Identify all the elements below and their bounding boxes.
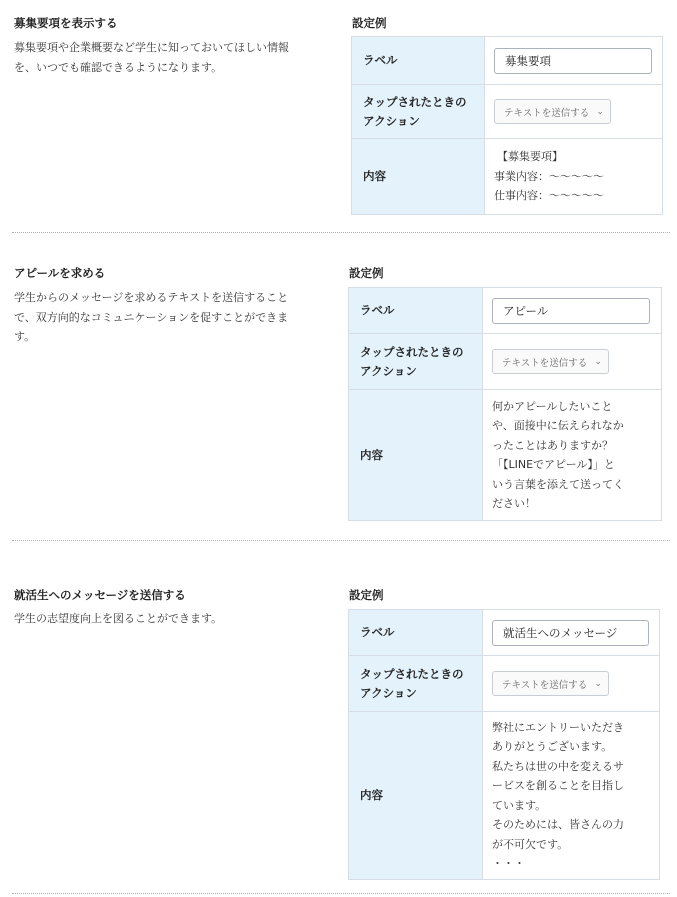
example-label: 設定例 bbox=[349, 588, 384, 602]
chevron-down-icon: ⌄ bbox=[594, 356, 602, 367]
action-key bbox=[349, 334, 483, 390]
content-line: ています。 bbox=[492, 798, 547, 812]
example-label: 設定例 bbox=[349, 266, 384, 280]
desc-line: で、双方向的なコミュニケーションを促すことができま bbox=[14, 310, 289, 324]
content-key: 内容 bbox=[349, 712, 483, 880]
content-line: ービスを創ることを目指し bbox=[492, 779, 624, 792]
section-title: 就活生へのメッセージを送信する bbox=[14, 588, 186, 602]
label-input[interactable]: 就活生へのメッセージ bbox=[492, 620, 649, 646]
section-description bbox=[14, 288, 334, 347]
desc-line: 学生からのメッセージを求めるテキストを送信すること bbox=[14, 291, 289, 304]
action-select-value: テキストを送信する bbox=[502, 679, 588, 691]
action-key-line: アクション bbox=[360, 685, 417, 700]
settings-table bbox=[348, 287, 662, 521]
action-key bbox=[349, 656, 483, 712]
section-description bbox=[14, 609, 334, 629]
content-line: や、面接中に伝えられなか bbox=[492, 419, 624, 432]
content-line: ださい！ bbox=[492, 497, 536, 510]
settings-table bbox=[348, 609, 660, 880]
content-line: 【募集要項】 bbox=[497, 150, 563, 164]
content-line: 「【LINEでアピール】」と bbox=[492, 458, 615, 471]
content-line: 何かアピールしたいこと bbox=[492, 399, 613, 413]
section-divider bbox=[12, 893, 670, 894]
action-select[interactable] bbox=[492, 349, 609, 374]
label-key: ラベル bbox=[352, 37, 485, 85]
action-key-line: アクション bbox=[363, 113, 420, 128]
content-line: いう言葉を添えて送ってく bbox=[492, 477, 624, 491]
desc-line: す。 bbox=[14, 330, 36, 343]
action-select-value: テキストを送信する bbox=[504, 107, 590, 119]
content-line: 仕事内容：〜〜〜〜〜 bbox=[494, 189, 604, 203]
action-key-line: タップされたときの bbox=[363, 94, 467, 109]
content-value bbox=[483, 390, 662, 521]
label-key: ラベル bbox=[349, 288, 483, 334]
example-label: 設定例 bbox=[352, 16, 387, 30]
label-input[interactable]: 募集要項 bbox=[494, 48, 652, 74]
action-select[interactable] bbox=[492, 671, 609, 696]
chevron-down-icon: ⌄ bbox=[596, 106, 604, 117]
action-select-value: テキストを送信する bbox=[502, 357, 588, 369]
desc-line: 学生の志望度向上を図ることができます。 bbox=[14, 612, 223, 625]
chevron-down-icon: ⌄ bbox=[594, 678, 602, 689]
label-input[interactable]: アピール bbox=[492, 298, 650, 324]
label-key: ラベル bbox=[349, 610, 483, 656]
action-key bbox=[352, 85, 485, 139]
desc-line: を、いつでも確認できるようになります。 bbox=[14, 60, 223, 74]
content-line: そのためには、皆さんの力 bbox=[492, 818, 624, 831]
content-line: 私たちは世の中を変えるサ bbox=[492, 759, 624, 773]
action-key-line: アクション bbox=[360, 363, 417, 378]
desc-line: 募集要項や企業概要など学生に知っておいてほしい情報 bbox=[14, 41, 289, 54]
action-key-line: タップされたときの bbox=[360, 666, 464, 681]
section-description bbox=[14, 38, 334, 77]
content-line: ありがとうございます。 bbox=[492, 740, 613, 753]
content-line: ったことはありますか？ bbox=[492, 438, 613, 452]
content-key: 内容 bbox=[349, 390, 483, 521]
content-value bbox=[483, 712, 660, 880]
section-recruitment bbox=[0, 0, 677, 232]
content-line: 弊社にエントリーいただき bbox=[492, 720, 624, 734]
section-appeal bbox=[0, 232, 677, 540]
settings-table bbox=[351, 36, 663, 215]
content-line: 事業内容：〜〜〜〜〜 bbox=[494, 169, 604, 183]
action-select[interactable] bbox=[494, 99, 611, 124]
section-title: アピールを求める bbox=[14, 266, 106, 280]
content-line: ・・・ bbox=[492, 857, 525, 870]
content-value bbox=[485, 139, 663, 215]
content-key: 内容 bbox=[352, 139, 485, 215]
section-title: 募集要項を表示する bbox=[14, 16, 118, 30]
action-key-line: タップされたときの bbox=[360, 344, 464, 359]
section-message bbox=[0, 540, 677, 897]
content-line: が不可欠です。 bbox=[492, 837, 569, 851]
